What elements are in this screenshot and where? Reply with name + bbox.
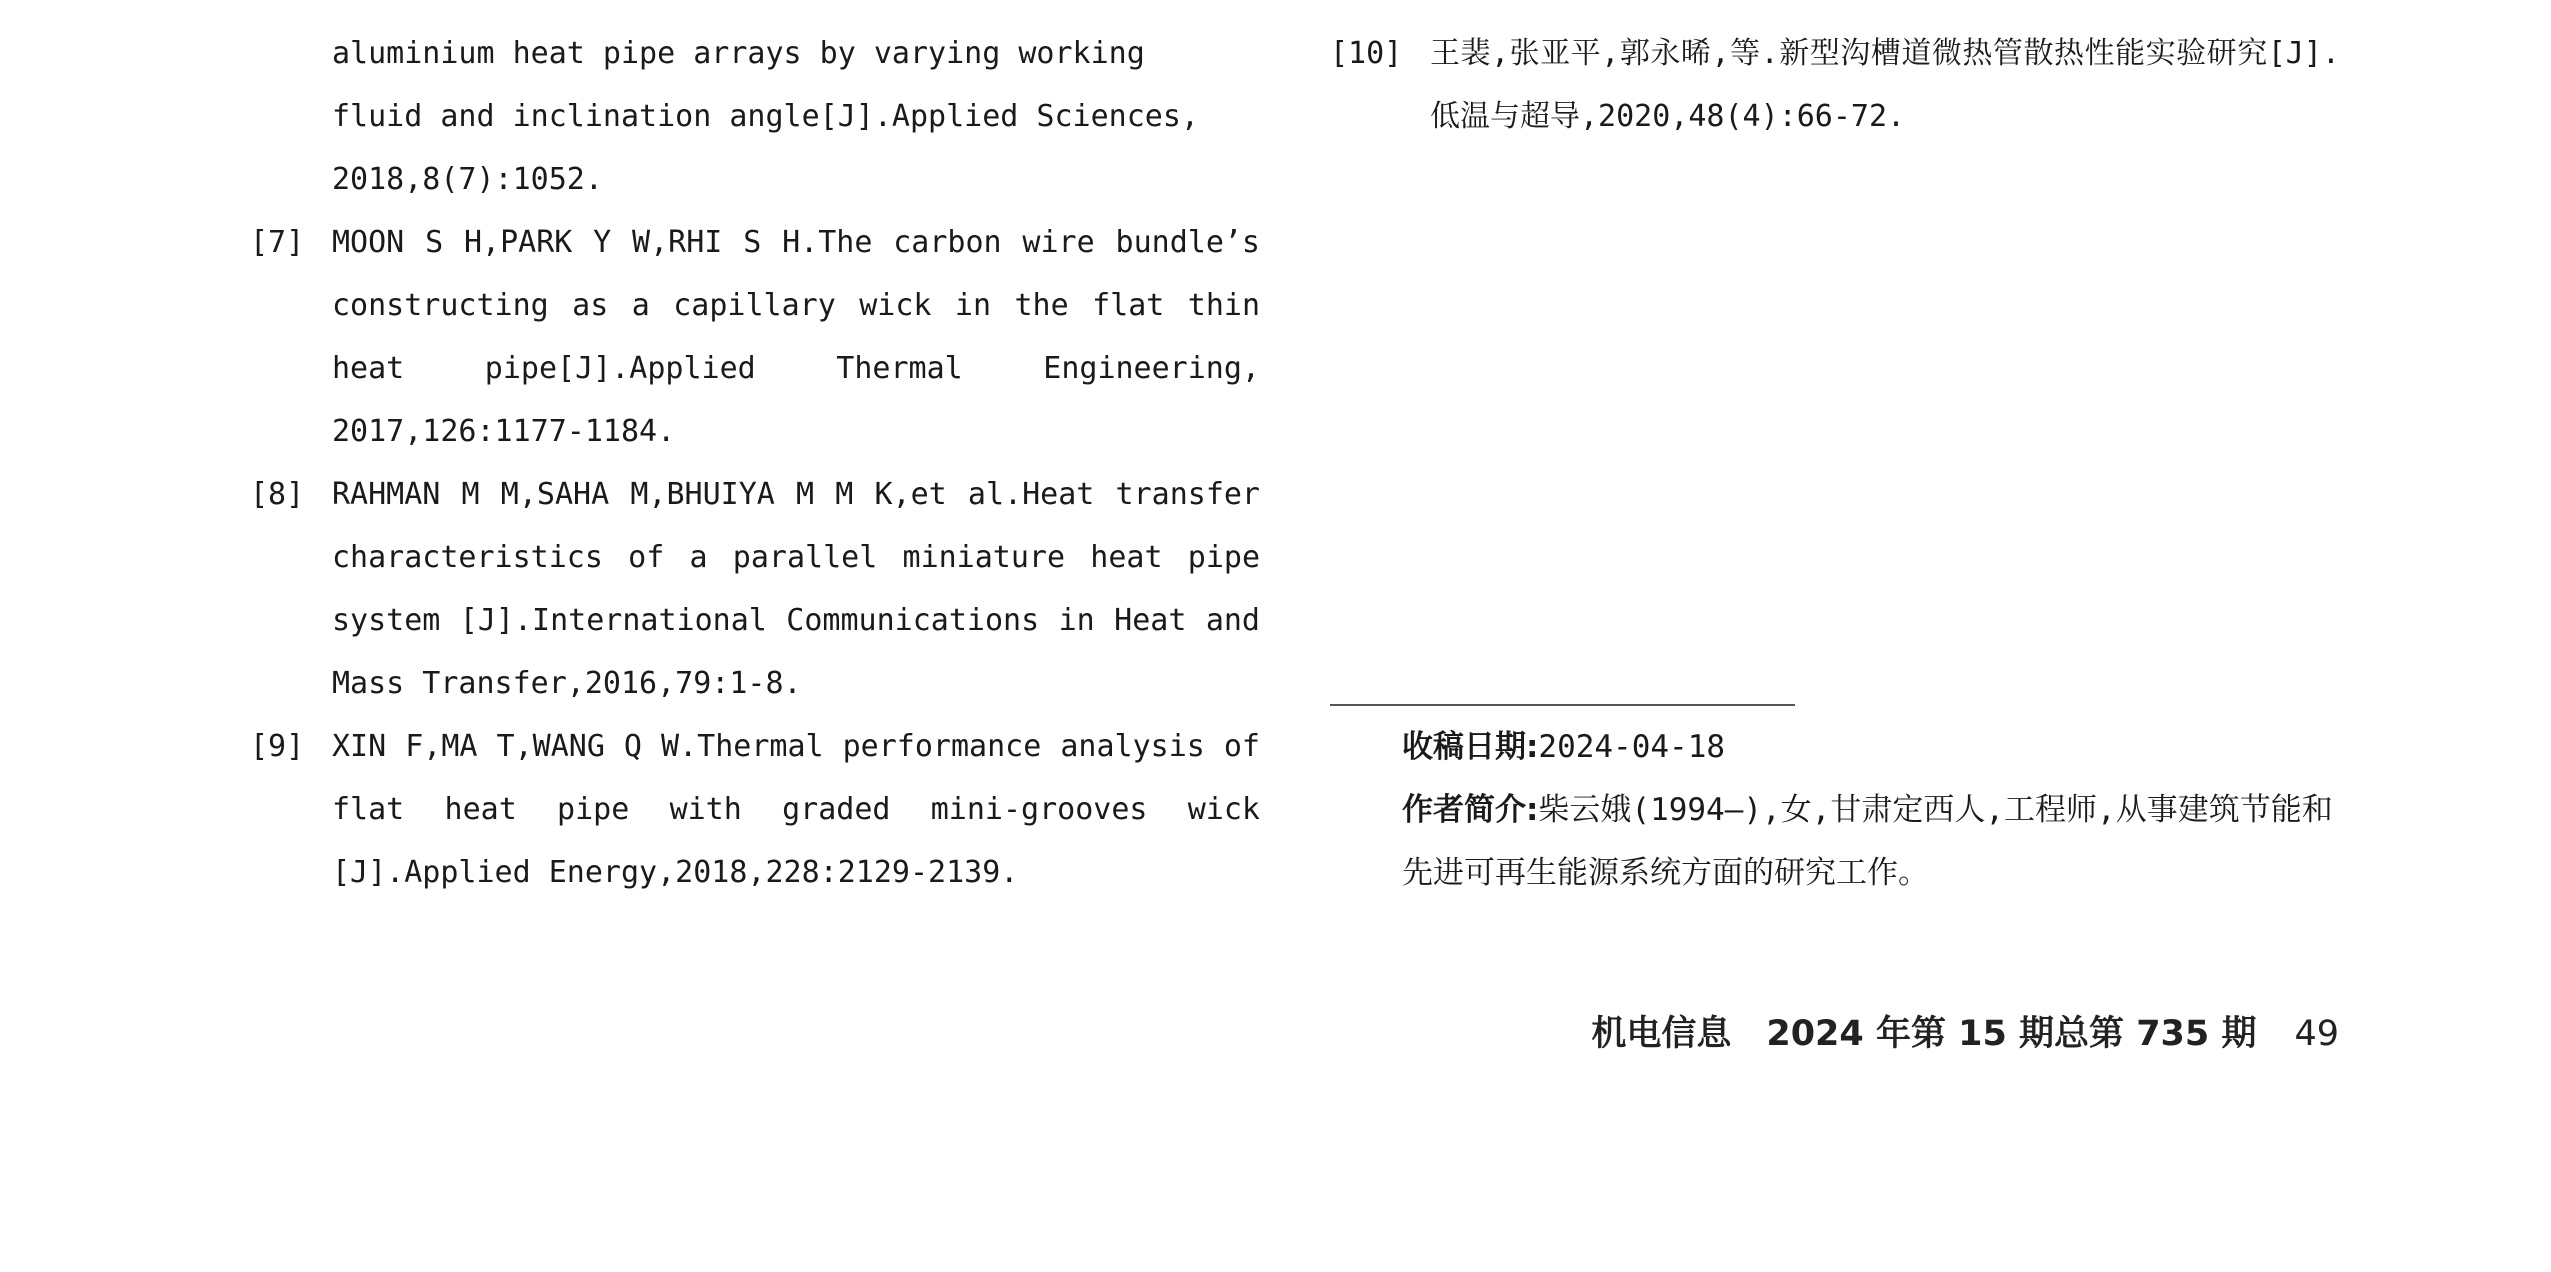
reference-8-number: [8] bbox=[250, 477, 305, 512]
right-reference-column bbox=[1330, 22, 2340, 148]
journal-issue: 机电信息 2024 年第 15 期总第 735 期 bbox=[1591, 1014, 2257, 1054]
received-date bbox=[1330, 716, 2340, 779]
reference-10-text: 王裴,张亚平,郭永晞,等.新型沟槽道微热管散热性能实验研究[J].低温与超导,2020,48(4):66-72. bbox=[1430, 36, 2340, 134]
reference-6-line-2: fluid and inclination angle[J].Applied Sciences, bbox=[332, 99, 1199, 134]
reference-9-text: XIN F,MA T,WANG Q W.Thermal performance analysis of flat heat pipe with graded mini-grooves wick [J].Applied Energy,2018,228:2129-2139. bbox=[332, 729, 1260, 890]
reference-10-number: [10] bbox=[1330, 36, 1403, 71]
reference-9-number: [9] bbox=[250, 729, 305, 764]
author-bio-value: 柴云娥(1994—),女,甘肃定西人,工程师,从事建筑节能和先进可再生能源系统方面的研究工作。 bbox=[1402, 792, 2333, 891]
reference-8-text: RAHMAN M M,SAHA M,BHUIYA M M K,et al.Heat transfer characteristics of a parallel miniature heat pipe system [J].International Communications in Heat and Mass Transfer,2016,79:1-8. bbox=[332, 477, 1260, 701]
footnote-divider bbox=[1330, 704, 1795, 706]
reference-8 bbox=[250, 463, 1260, 715]
article-metadata bbox=[1330, 716, 2340, 905]
reference-6-line-1: aluminium heat pipe arrays by varying working bbox=[332, 36, 1145, 71]
reference-6-continuation bbox=[250, 22, 1260, 211]
reference-6-line-3: 2018,8(7):1052. bbox=[332, 162, 603, 197]
received-date-value: 2024-04-18 bbox=[1538, 729, 1726, 765]
left-reference-column bbox=[250, 22, 1260, 904]
reference-7-text: MOON S H,PARK Y W,RHI S H.The carbon wire bundle’s constructing as a capillary wick in the flat thin heat pipe[J].Applied Thermal Engineering, 2017,126:1177-1184. bbox=[332, 225, 1260, 449]
received-date-label: 收稿日期: bbox=[1402, 729, 1539, 765]
author-bio-label: 作者简介: bbox=[1402, 792, 1539, 828]
author-bio bbox=[1330, 779, 2340, 905]
page-footer bbox=[1591, 1006, 2339, 1056]
reference-9 bbox=[250, 715, 1260, 904]
reference-10 bbox=[1330, 22, 2340, 148]
page-number: 49 bbox=[2294, 1014, 2339, 1054]
reference-7 bbox=[250, 211, 1260, 463]
reference-7-number: [7] bbox=[250, 225, 305, 260]
